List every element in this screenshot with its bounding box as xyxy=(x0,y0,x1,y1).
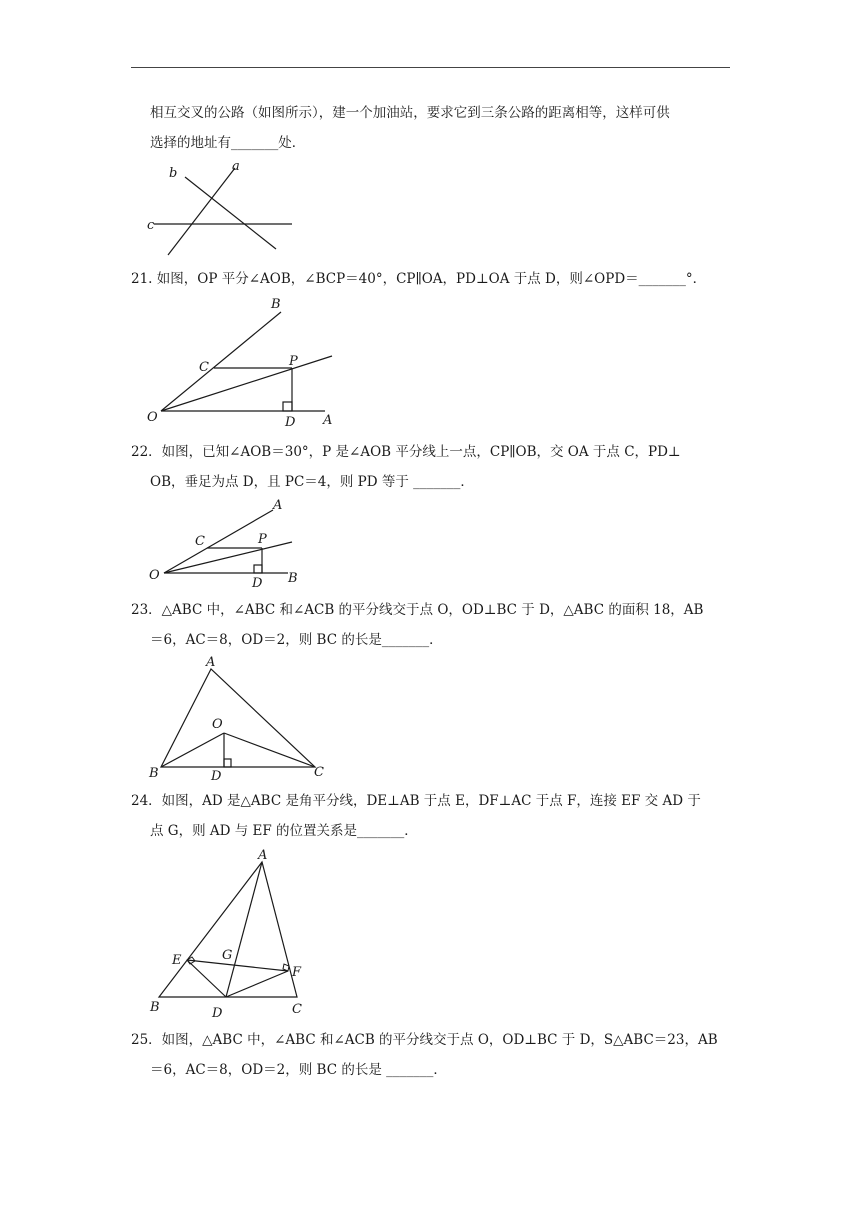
q22-label-P: P xyxy=(258,532,267,547)
q22-label-D: D xyxy=(252,576,263,591)
q22-text-line1: 22．如图，已知∠AOB＝30°，P 是∠AOB 平分线上一点，CP∥OB，交 OA 于点 C，PD⊥ xyxy=(131,444,681,460)
q20-label-b: b xyxy=(169,166,178,181)
q21-label-P: P xyxy=(289,354,298,369)
q20-text-line1: 相互交叉的公路（如图所示），建一个加油站，要求它到三条公路的距离相等，这样可供 xyxy=(150,105,670,121)
q24-text-line2: 点 G，则 AD 与 EF 的位置关系是_______． xyxy=(150,823,418,839)
q23-text-line2: ＝6，AC＝8，OD＝2，则 BC 的长是_______． xyxy=(150,632,443,648)
q22-label-B: B xyxy=(288,571,298,586)
q25-text-line2: ＝6，AC＝8，OD＝2，则 BC 的长是 _______． xyxy=(150,1062,447,1078)
q21-label-B: B xyxy=(271,297,281,312)
q24-text-line1: 24．如图，AD 是△ABC 是角平分线，DE⊥AB 于点 E，DF⊥AC 于点 F，连接 EF 交 AD 于 xyxy=(131,793,701,809)
q22-figure xyxy=(140,492,310,592)
q20-text-line2: 选择的地址有_______处． xyxy=(150,135,306,151)
q21-label-A: A xyxy=(323,413,333,428)
q24-label-B: B xyxy=(150,1000,160,1015)
q22-label-C: C xyxy=(195,534,205,549)
q20-label-c: c xyxy=(147,218,155,233)
q22-text-line2: OB，垂足为点 D，且 PC＝4，则 PD 等于 _______． xyxy=(150,474,474,490)
q21-text: 21. 如图，OP 平分∠AOB，∠BCP＝40°，CP∥OA，PD⊥OA 于点 D，则∠OPD＝_______°． xyxy=(131,271,707,287)
q24-label-E: E xyxy=(172,953,182,968)
q20-figure xyxy=(140,155,310,260)
q22-label-O: O xyxy=(149,568,160,583)
q21-label-D: D xyxy=(285,415,296,430)
q23-label-B: B xyxy=(149,766,159,781)
q24-label-C: C xyxy=(292,1002,302,1017)
q20-label-a: a xyxy=(232,159,240,174)
q24-label-G: G xyxy=(222,948,233,963)
q24-label-D: D xyxy=(212,1006,223,1021)
q23-label-O: O xyxy=(212,717,223,732)
q24-figure xyxy=(140,845,340,1025)
q21-label-C: C xyxy=(199,360,209,375)
q23-label-C: C xyxy=(314,765,324,780)
q23-label-A: A xyxy=(206,655,216,670)
q21-figure xyxy=(140,290,350,435)
q23-text-line1: 23．△ABC 中，∠ABC 和∠ACB 的平分线交于点 O，OD⊥BC 于 D，△ABC 的面积 18，AB xyxy=(131,602,704,618)
q25-text-line1: 25．如图，△ABC 中，∠ABC 和∠ACB 的平分线交于点 O，OD⊥BC 于 D，S△ABC＝23，AB xyxy=(131,1032,718,1048)
q23-figure xyxy=(140,652,340,784)
q21-label-O: O xyxy=(147,410,158,425)
q24-label-F: F xyxy=(292,965,302,980)
q22-label-A: A xyxy=(273,498,283,513)
q24-label-A: A xyxy=(258,848,268,863)
header-rule xyxy=(131,67,730,68)
q23-label-D: D xyxy=(211,769,222,784)
